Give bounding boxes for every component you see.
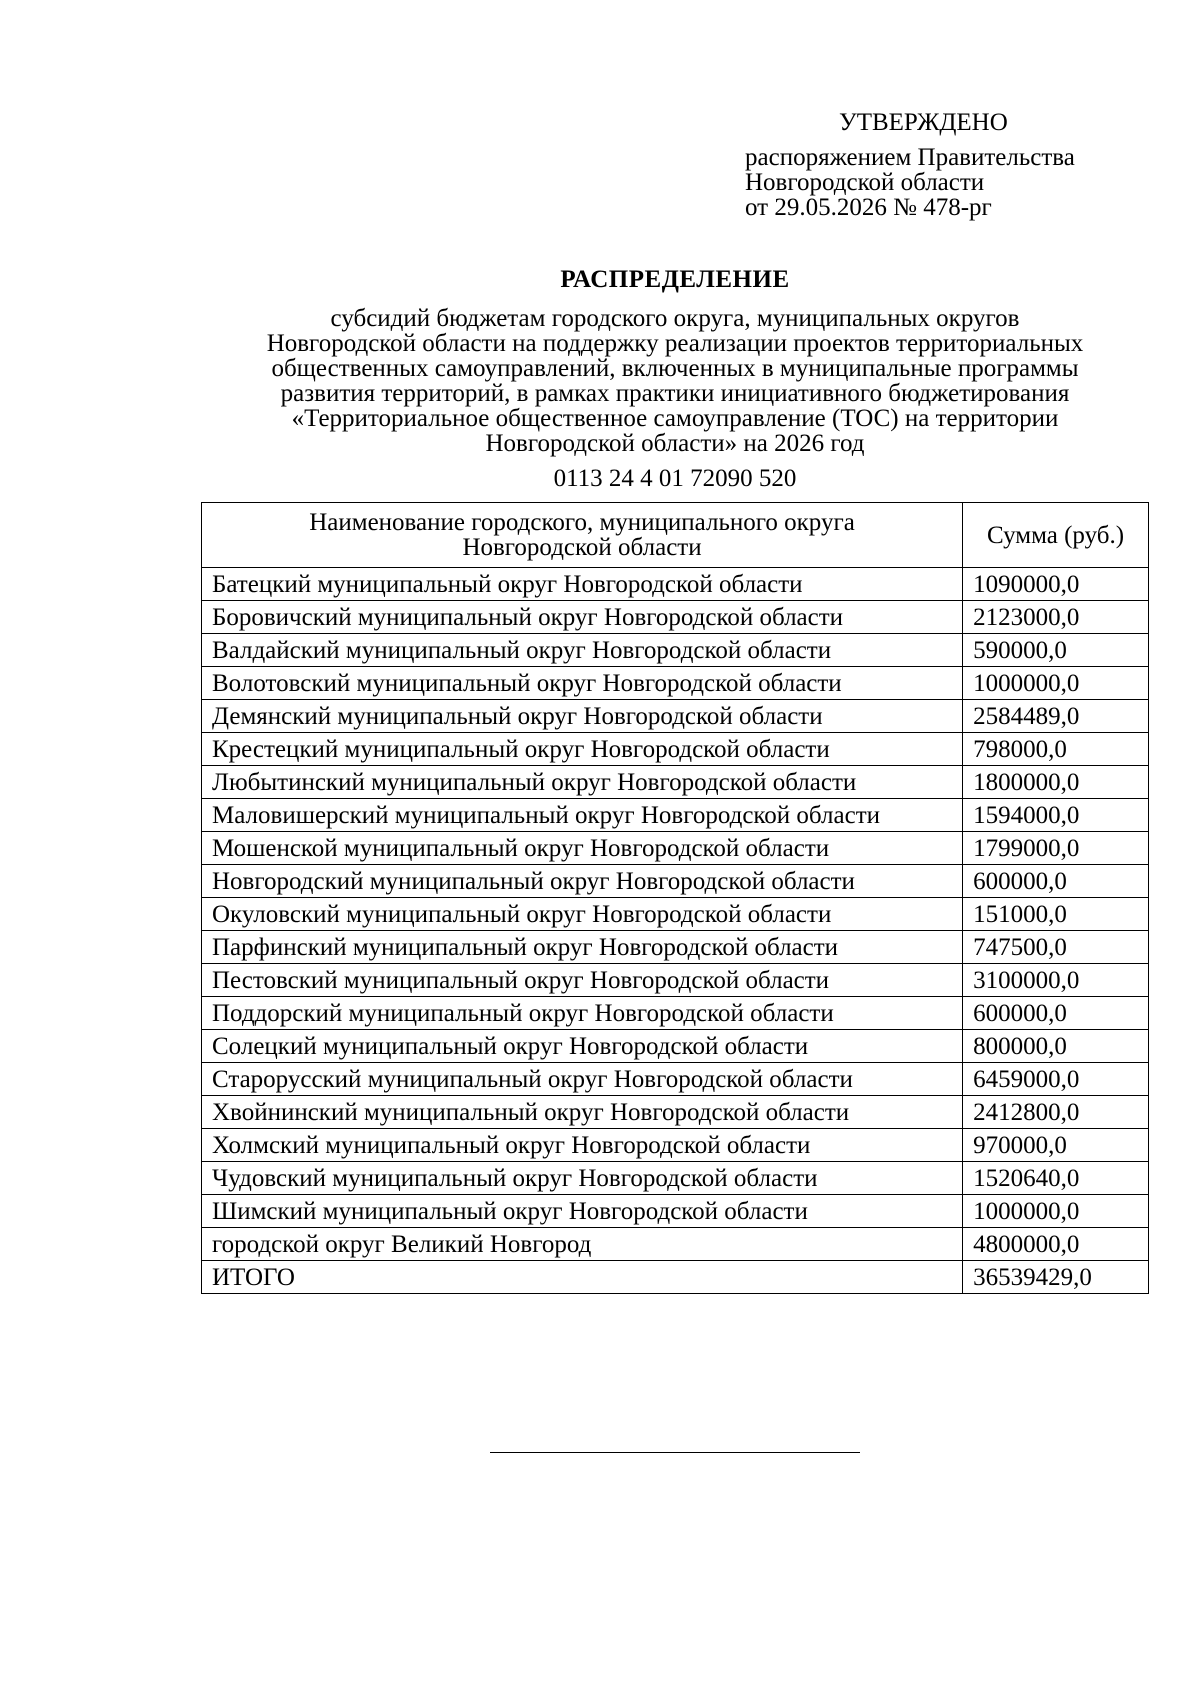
- district-name-cell: Батецкий муниципальный округ Новгородской области: [202, 568, 963, 601]
- district-name-cell: Холмский муниципальный округ Новгородской области: [202, 1129, 963, 1162]
- distribution-table: [201, 502, 1149, 1294]
- amount-cell: 2123000,0: [963, 601, 1149, 634]
- table-row: [202, 1195, 1149, 1228]
- district-name-cell: Крестецкий муниципальный округ Новгородской области: [202, 733, 963, 766]
- amount-cell: 2412800,0: [963, 1096, 1149, 1129]
- table-row: [202, 1162, 1149, 1195]
- amount-cell: 970000,0: [963, 1129, 1149, 1162]
- document-subtitle: [200, 306, 1150, 456]
- table-row: [202, 667, 1149, 700]
- amount-cell: 747500,0: [963, 931, 1149, 964]
- amount-cell: 600000,0: [963, 865, 1149, 898]
- table-row: [202, 1129, 1149, 1162]
- table-row: [202, 700, 1149, 733]
- amount-cell: 1594000,0: [963, 799, 1149, 832]
- subtitle-line: «Территориальное общественное самоуправление (ТОС) на территории: [291, 405, 1059, 432]
- amount-cell: 2584489,0: [963, 700, 1149, 733]
- approval-line: Новгородской области: [745, 169, 985, 196]
- header-name-cell: [202, 503, 963, 568]
- table-header-row: [202, 503, 1149, 568]
- approval-heading: УТВЕРЖДЕНО: [839, 109, 1008, 136]
- district-name-cell: Валдайский муниципальный округ Новгородской области: [202, 634, 963, 667]
- total-row: [202, 1261, 1149, 1294]
- subtitle-line: общественных самоуправлений, включенных в муниципальные программы: [271, 355, 1079, 382]
- amount-cell: 1799000,0: [963, 832, 1149, 865]
- table-row: [202, 832, 1149, 865]
- amount-cell: 600000,0: [963, 997, 1149, 1030]
- table-row: [202, 1030, 1149, 1063]
- table-row: [202, 766, 1149, 799]
- amount-cell: 798000,0: [963, 733, 1149, 766]
- table-row: [202, 997, 1149, 1030]
- approval-line: от 29.05.2026 № 478-рг: [745, 194, 992, 221]
- district-name-cell: Новгородский муниципальный округ Новгородской области: [202, 865, 963, 898]
- district-name-cell: Мошенской муниципальный округ Новгородской области: [202, 832, 963, 865]
- district-name-cell: Солецкий муниципальный округ Новгородской области: [202, 1030, 963, 1063]
- district-name-cell: Демянский муниципальный округ Новгородской области: [202, 700, 963, 733]
- document-title: РАСПРЕДЕЛЕНИЕ: [560, 266, 790, 293]
- table-row: [202, 1063, 1149, 1096]
- district-name-cell: Хвойнинский муниципальный округ Новгородской области: [202, 1096, 963, 1129]
- approval-line: распоряжением Правительства: [745, 144, 1075, 171]
- table-row: [202, 931, 1149, 964]
- approval-stamp: [745, 110, 1165, 220]
- amount-cell: 4800000,0: [963, 1228, 1149, 1261]
- district-name-cell: Любытинский муниципальный округ Новгородской области: [202, 766, 963, 799]
- amount-cell: 1000000,0: [963, 1195, 1149, 1228]
- table-row: [202, 568, 1149, 601]
- district-name-cell: Чудовский муниципальный округ Новгородской области: [202, 1162, 963, 1195]
- table-row: [202, 733, 1149, 766]
- district-name-cell: Поддорский муниципальный округ Новгородской области: [202, 997, 963, 1030]
- table-row: [202, 1228, 1149, 1261]
- end-separator-line: [490, 1452, 860, 1453]
- table-row: [202, 634, 1149, 667]
- amount-cell: 3100000,0: [963, 964, 1149, 997]
- header-name-line: Новгородской области: [462, 534, 702, 561]
- budget-classification-code: 0113 24 4 01 72090 520: [553, 465, 797, 492]
- amount-cell: 1520640,0: [963, 1162, 1149, 1195]
- amount-cell: 6459000,0: [963, 1063, 1149, 1096]
- amount-cell: 1800000,0: [963, 766, 1149, 799]
- district-name-cell: ИТОГО: [202, 1261, 963, 1294]
- amount-cell: 1090000,0: [963, 568, 1149, 601]
- district-name-cell: Шимский муниципальный округ Новгородской области: [202, 1195, 963, 1228]
- table-body: [202, 568, 1149, 1294]
- subtitle-line: Новгородской области на поддержку реализации проектов территориальных: [266, 330, 1084, 357]
- subtitle-line: субсидий бюджетам городского округа, муниципальных округов: [330, 305, 1020, 332]
- district-name-cell: Парфинский муниципальный округ Новгородской области: [202, 931, 963, 964]
- table-row: [202, 601, 1149, 634]
- amount-cell: 36539429,0: [963, 1261, 1149, 1294]
- table-row: [202, 865, 1149, 898]
- district-name-cell: Маловишерский муниципальный округ Новгородской области: [202, 799, 963, 832]
- subtitle-line: Новгородской области» на 2026 год: [485, 430, 865, 457]
- amount-cell: 1000000,0: [963, 667, 1149, 700]
- district-name-cell: Боровичский муниципальный округ Новгородской области: [202, 601, 963, 634]
- header-name-line: Наименование городского, муниципального округа: [309, 509, 855, 536]
- table-row: [202, 964, 1149, 997]
- header-sum-cell: Сумма (руб.): [963, 503, 1149, 568]
- table-row: [202, 898, 1149, 931]
- table-row: [202, 1096, 1149, 1129]
- subtitle-line: развития территорий, в рамках практики инициативного бюджетирования: [280, 380, 1070, 407]
- amount-cell: 151000,0: [963, 898, 1149, 931]
- district-name-cell: Окуловский муниципальный округ Новгородской области: [202, 898, 963, 931]
- amount-cell: 800000,0: [963, 1030, 1149, 1063]
- table-row: [202, 799, 1149, 832]
- district-name-cell: городской округ Великий Новгород: [202, 1228, 963, 1261]
- amount-cell: 590000,0: [963, 634, 1149, 667]
- district-name-cell: Старорусский муниципальный округ Новгородской области: [202, 1063, 963, 1096]
- district-name-cell: Волотовский муниципальный округ Новгородской области: [202, 667, 963, 700]
- district-name-cell: Пестовский муниципальный округ Новгородской области: [202, 964, 963, 997]
